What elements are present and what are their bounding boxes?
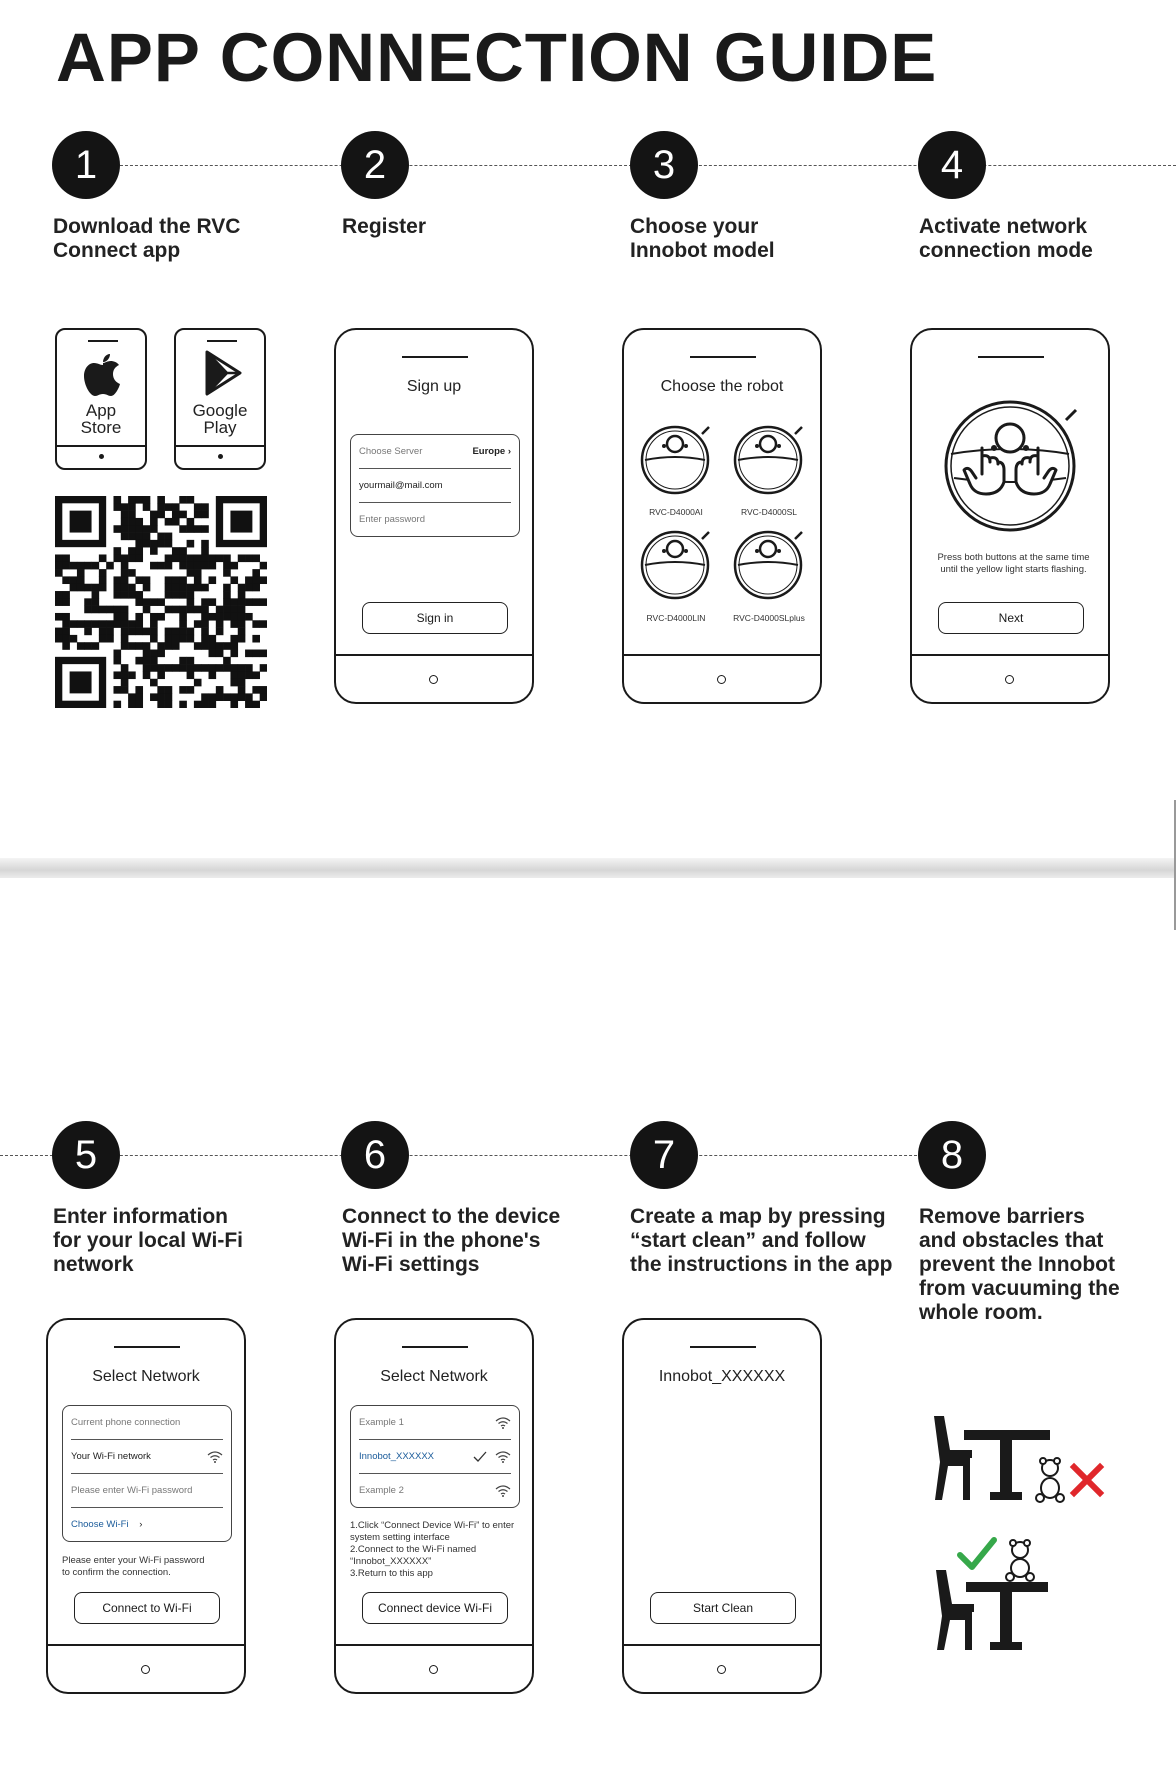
google-play-phone[interactable] (174, 328, 266, 470)
wifi-network-row[interactable] (71, 1440, 223, 1474)
device-name-heading: Innobot_XXXXXX (658, 1368, 786, 1385)
robot-model-label: RVC-D4000LIN (646, 613, 706, 623)
network-row-selected[interactable] (359, 1440, 511, 1474)
start-clean-button[interactable]: Start Clean (650, 1592, 796, 1624)
robot-icon[interactable] (732, 527, 806, 601)
step-text-4: Activate network connection mode (919, 215, 1093, 262)
phone-activate (910, 328, 1110, 704)
connect-device-wifi-button[interactable]: Connect device Wi-Fi (362, 1592, 508, 1624)
home-button (717, 1665, 726, 1674)
robot-model-label: RVC-D4000SL (740, 507, 798, 517)
phone-start-clean (622, 1318, 822, 1694)
choose-robot-heading: Choose the robot (660, 378, 784, 395)
server-value: Europe (472, 446, 506, 457)
wifi-icon (207, 1451, 223, 1463)
wifi-icon (495, 1485, 511, 1497)
device-network-heading: Select Network (380, 1368, 488, 1385)
right-placement-illustration (930, 1530, 1070, 1660)
home-button (717, 675, 726, 684)
table-icon (966, 1582, 1048, 1650)
connect-wifi-button[interactable]: Connect to Wi-Fi (74, 1592, 220, 1624)
step-text-1: Download the RVC Connect app (53, 215, 241, 262)
activate-instruction: Press both buttons at the same time until the yellow light starts flashing. (937, 552, 1090, 575)
step-text-5: Enter information for your local Wi-Fi network (53, 1205, 243, 1276)
wifi-icon (495, 1451, 511, 1463)
network-name: Example 1 (359, 1417, 404, 1428)
phone-choose-robot (622, 328, 822, 704)
robot-model-label: RVC-D4000AI (649, 507, 703, 517)
home-button (141, 1665, 150, 1674)
home-button (1005, 675, 1014, 684)
step-text-8: Remove barriers and obstacles that prevent the Innobot from vacuuming the whole room. (919, 1205, 1120, 1324)
step-text-7: Create a map by pressing “start clean” and follow the instructions in the app (630, 1205, 893, 1276)
wifi-password-field[interactable]: Please enter Wi-Fi password (71, 1474, 223, 1508)
teddy-bear-icon (1036, 1458, 1064, 1502)
google-play-label: Google Play (192, 401, 248, 437)
device-wifi-note: 1.Click “Connect Device Wi-Fi” to enter system setting interface 2.Connect to the Wi-Fi named “Innobot_XXXXXX” 3.Return to this app (350, 1520, 515, 1579)
step-number-5: 5 (52, 1121, 120, 1189)
next-button[interactable]: Next (938, 602, 1084, 634)
network-row[interactable] (359, 1406, 511, 1440)
step-connector-bottom (0, 1155, 952, 1156)
teddy-bear-icon (1006, 1540, 1034, 1581)
app-store-phone[interactable] (55, 328, 147, 470)
server-row[interactable] (359, 435, 511, 469)
email-field[interactable]: yourmail@mail.com (359, 469, 511, 503)
step-number-1: 1 (52, 131, 120, 199)
step-number-6: 6 (341, 1121, 409, 1189)
step-number-2: 2 (341, 131, 409, 199)
check-icon (960, 1540, 994, 1567)
home-button (429, 675, 438, 684)
sign-in-button[interactable]: Sign in (362, 602, 508, 634)
phone-select-network (46, 1318, 246, 1694)
hand-press-icon (944, 396, 1080, 532)
chevron-right-icon: › (507, 446, 511, 457)
wifi-icon (495, 1417, 511, 1429)
step-number-7: 7 (630, 1121, 698, 1189)
wifi-network-label: Your Wi-Fi network (71, 1451, 151, 1462)
robot-icon[interactable] (639, 422, 713, 496)
signup-heading: Sign up (406, 378, 462, 395)
choose-wifi-label: Choose Wi-Fi (71, 1519, 129, 1530)
wifi-form (62, 1405, 232, 1542)
table-icon (964, 1430, 1050, 1500)
robot-model-label: RVC-D4000SLplus (733, 613, 805, 623)
network-row[interactable] (359, 1474, 511, 1507)
wifi-note: Please enter your Wi-Fi password to confirm the connection. (62, 1555, 205, 1578)
step-number-4: 4 (918, 131, 986, 199)
current-connection-row: Current phone connection (71, 1406, 223, 1440)
step-text-3: Choose your Innobot model (630, 215, 775, 262)
apple-icon (82, 350, 124, 398)
check-icon (473, 1451, 487, 1463)
chevron-right-icon: › (139, 1519, 143, 1530)
robot-icon[interactable] (732, 422, 806, 496)
page-title: APP CONNECTION GUIDE (56, 19, 938, 96)
signup-form (350, 434, 520, 537)
wrong-placement-illustration (930, 1410, 1110, 1510)
phone-device-wifi (334, 1318, 534, 1694)
server-label: Choose Server (359, 446, 423, 457)
choose-wifi-link[interactable] (71, 1508, 223, 1541)
google-play-icon (203, 350, 243, 396)
network-name: Innobot_XXXXXX (359, 1451, 434, 1462)
qr-code[interactable] (55, 496, 267, 708)
step-number-8: 8 (918, 1121, 986, 1189)
network-name: Example 2 (359, 1485, 404, 1496)
select-network-heading: Select Network (92, 1368, 200, 1385)
page-divider (0, 858, 1176, 878)
cross-icon (1074, 1467, 1100, 1493)
password-field[interactable]: Enter password (359, 514, 426, 525)
chair-icon (934, 1416, 972, 1500)
phone-signup (334, 328, 534, 704)
home-button (429, 1665, 438, 1674)
robot-icon[interactable] (639, 527, 713, 601)
step-number-3: 3 (630, 131, 698, 199)
app-store-label: App Store (80, 401, 122, 437)
step-text-6: Connect to the device Wi-Fi in the phone's Wi-Fi settings (342, 1205, 561, 1276)
step-text-2: Register (342, 215, 427, 238)
network-list (350, 1405, 520, 1508)
